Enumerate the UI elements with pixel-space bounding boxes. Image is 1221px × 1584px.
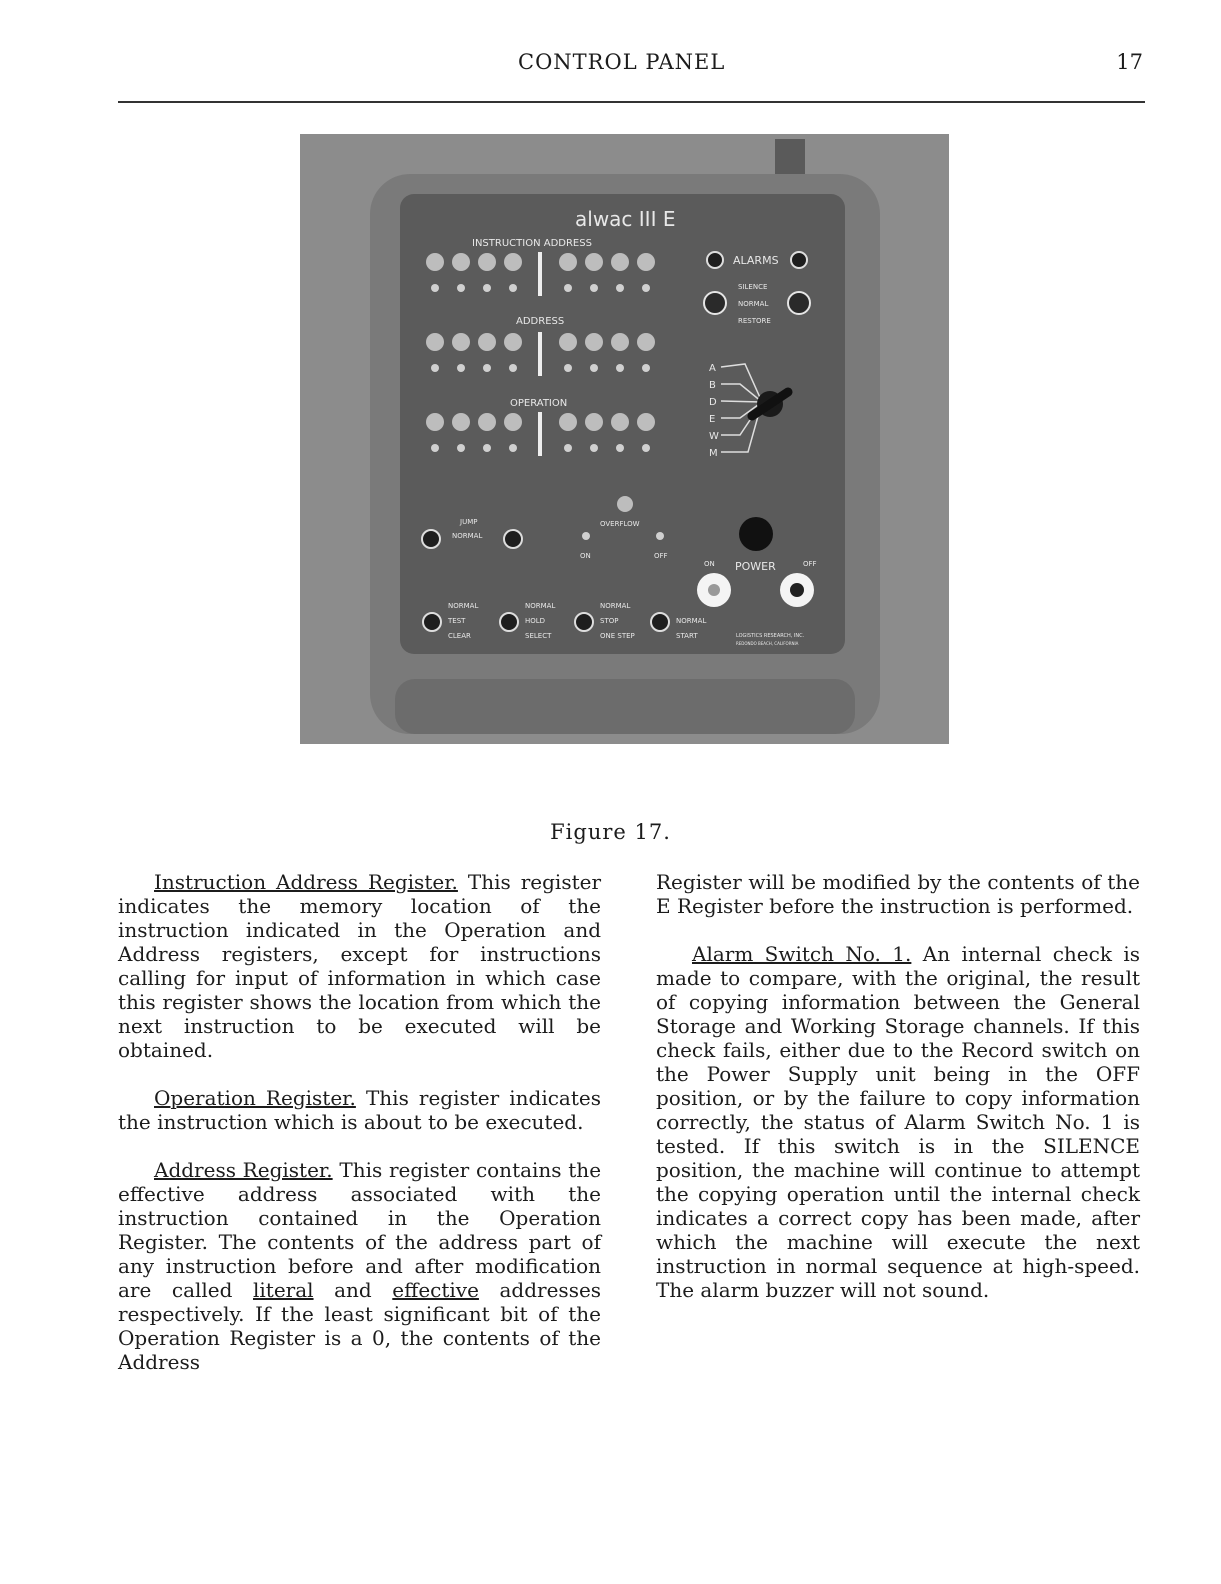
toggle-switch [616,284,624,292]
lamp [426,413,444,431]
panel-label-operation: OPERATION [510,398,568,409]
lamp [504,333,522,351]
term-address-register: Address Register. [154,1158,333,1182]
term-alarm-switch: Alarm Switch No. 1. [692,942,912,966]
toggle-switch [564,364,572,372]
lamp [559,413,577,431]
alarm-lamp-left [707,252,723,268]
toggle-switch [483,364,491,372]
lamp [585,253,603,271]
term-literal: literal [253,1278,314,1302]
hold-normal-label: NORMAL [525,602,556,610]
lamp [452,253,470,271]
lamp [637,333,655,351]
clear-label: CLEAR [448,632,471,640]
lamp [637,253,655,271]
control-panel-photo [300,134,949,744]
stop-label: STOP [600,617,619,625]
figure-caption: Figure 17. [550,820,671,844]
toggle-switch [431,284,439,292]
lamp [611,413,629,431]
normal-label: NORMAL [738,300,769,308]
overflow-switch-off [656,532,664,540]
start-switch [651,613,669,631]
lamp [559,333,577,351]
panel-base [395,679,855,734]
paragraph-instruction-address [118,870,601,1062]
jump-switch-1 [422,530,440,548]
toggle-switch [431,364,439,372]
toggle-switch [483,284,491,292]
clear-switch [423,613,441,631]
hold-switch [500,613,518,631]
term-effective: effective [392,1278,479,1302]
alarm-switch-2 [788,292,810,314]
toggle-switch [616,444,624,452]
term-operation-register: Operation Register. [154,1086,356,1110]
paragraph-address [118,1158,601,1374]
body-address-part-1: This register contains the effective address associated with the instruction contained in the Operation Register. The contents of the address part of any instruction before and after modification are called [118,1158,602,1302]
page-title: CONTROL PANEL [518,50,726,74]
jump-normal-label: NORMAL [452,532,483,540]
toggle-switch [431,444,439,452]
alarm-switch-1 [704,292,726,314]
body-instruction-address: This register indicates the memory location of the instruction indicated in the Operation and Address registers, except for instructions calling for input of information in which case this register shows the location from which the next instruction to be executed will be obtained. [118,870,602,1062]
power-on-label: ON [704,560,715,568]
toggle-switch [457,364,465,372]
toggle-switch [457,444,465,452]
body-alarm-switch: An internal check is made to compare, with the original, the result of copying information between the General Storage and Working Storage channels. If this check fails, either due to the Record switch on the Power Supply unit being in the OFF position, or by the failure to copy information correctly, the status of Alarm Switch No. 1 is tested. If this switch is in the SILENCE position, the machine will continue to attempt the copying operation until the internal check indicates a correct copy has been made, after which the machine will execute the next instruction in normal sequence at high-speed. The alarm buzzer will not sound. [656,942,1140,1302]
power-off-button-center [790,583,804,597]
word-and: and [334,1278,372,1302]
body-address-part-2: addresses respectively. If the least significant bit of the Operation Register is a 0, the contents of the Address [118,1278,602,1374]
toggle-switch [457,284,465,292]
text-column-right [656,870,1140,1326]
panel-brand: alwac III E [575,207,676,231]
stop-normal-label: NORMAL [600,602,631,610]
paragraph-address-continued: Register will be modified by the contents of the E Register before the instruction is performed. [656,870,1140,918]
paragraph-operation [118,1086,601,1134]
lamp [504,413,522,431]
overflow-lamp [617,496,633,512]
start-normal-label: NORMAL [676,617,707,625]
panel-label-instruction-address: INSTRUCTION ADDRESS [472,238,592,249]
maker-label: LOGISTICS RESEARCH, INC. [736,633,805,639]
lamp [637,413,655,431]
power-indicator [739,517,773,551]
test-label: TEST [448,617,466,625]
toggle-switch [590,284,598,292]
alarms-label: ALARMS [733,254,779,267]
select-label: SELECT [525,632,552,640]
selector-letter: W [709,431,719,442]
overflow-switch-on [582,532,590,540]
divider-bar [538,412,542,456]
overflow-label: OVERFLOW [600,520,640,528]
start-label: START [676,632,698,640]
divider-bar [538,332,542,376]
paragraph-alarm-switch [656,942,1140,1302]
alarm-lamp-right [791,252,807,268]
divider-bar [538,252,542,296]
lamp [478,413,496,431]
maker-city: REDONDO BEACH, CALIFORNIA [736,641,799,646]
overflow-on-label: ON [580,552,591,560]
selector-letter: M [709,448,718,459]
cable-connector [775,139,805,179]
body-operation: This register indicates the instruction which is about to be executed. [118,1086,601,1134]
lamp [585,413,603,431]
selector-letter: B [709,380,716,391]
power-label: POWER [735,560,776,573]
selector-letter: D [709,397,717,408]
lamp [478,253,496,271]
jump-switch-2 [504,530,522,548]
lamp [559,253,577,271]
lamp [611,333,629,351]
one-step-label: ONE STEP [600,632,635,640]
term-instruction-address-register: Instruction Address Register. [154,870,458,894]
lamp [426,333,444,351]
toggle-switch [509,364,517,372]
silence-label: SILENCE [738,283,768,291]
lamp [478,333,496,351]
lamp [452,333,470,351]
hold-label: HOLD [525,617,546,625]
jump-label: JUMP [460,518,478,526]
toggle-switch [642,444,650,452]
page-number: 17 [1116,50,1143,74]
selector-letter: E [709,414,716,425]
lamp [585,333,603,351]
stop-switch [575,613,593,631]
toggle-switch [642,364,650,372]
lamp [452,413,470,431]
selector-letter: A [709,363,716,374]
page-header [118,50,1145,80]
power-off-label: OFF [803,560,817,568]
toggle-switch [509,284,517,292]
toggle-switch [564,444,572,452]
text-column-left [118,870,601,1398]
lamp [504,253,522,271]
toggle-switch [590,444,598,452]
toggle-switch [483,444,491,452]
restore-label: RESTORE [738,317,771,325]
toggle-switch [642,284,650,292]
toggle-switch [509,444,517,452]
overflow-off-label: OFF [654,552,668,560]
lamp [426,253,444,271]
control-panel-illustration [300,134,949,744]
lamp [611,253,629,271]
power-on-button-center [708,584,720,596]
clear-normal-label: NORMAL [448,602,479,610]
header-rule [118,101,1145,103]
toggle-switch [616,364,624,372]
panel-label-address: ADDRESS [516,316,565,327]
toggle-switch [590,364,598,372]
toggle-switch [564,284,572,292]
